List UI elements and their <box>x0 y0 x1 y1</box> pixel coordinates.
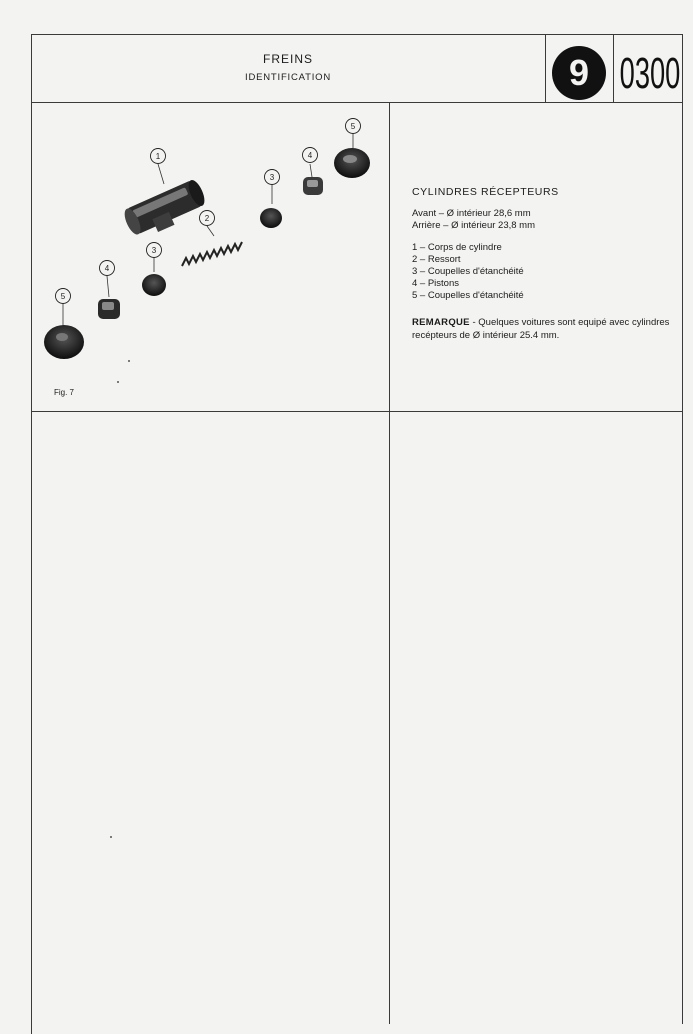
callout-4-right <box>303 148 318 163</box>
middle-rule <box>31 411 683 412</box>
spec-rear: Arrière – Ø intérieur 23,8 mm <box>412 220 536 231</box>
section-number: 9 <box>568 52 590 93</box>
svg-text:3: 3 <box>151 246 157 255</box>
header-bottom-rule <box>31 102 683 103</box>
part-list-item: 5 – Coupelles d'étanchéité <box>412 290 524 301</box>
part-list-item: 4 – Pistons <box>412 278 459 289</box>
part-3-right-cup <box>260 184 282 228</box>
part-list-item: 3 – Coupelles d'étanchéité <box>412 266 524 277</box>
part-1-cylinder-body <box>121 164 210 242</box>
svg-text:4: 4 <box>307 151 313 160</box>
part-list-item: 2 – Ressort <box>412 254 461 265</box>
svg-text:1: 1 <box>155 152 161 161</box>
cylinder-description <box>412 186 682 342</box>
scan-speck <box>128 360 130 362</box>
remark-label: REMARQUE <box>412 317 470 328</box>
header-divider-left <box>545 34 546 102</box>
part-4-left-piston <box>98 276 120 319</box>
part-5-right-cup <box>334 134 370 178</box>
svg-text:3: 3 <box>269 173 275 182</box>
page-number: 0300 <box>619 49 681 98</box>
svg-text:4: 4 <box>104 264 110 273</box>
callout-1 <box>151 149 166 164</box>
part-2-spring <box>182 226 242 266</box>
callout-3-left <box>147 243 162 258</box>
callout-5-right <box>346 119 361 134</box>
svg-text:5: 5 <box>350 122 356 131</box>
scan-speck <box>117 381 119 383</box>
figure-caption: Fig. 7 <box>54 388 75 397</box>
svg-text:5: 5 <box>60 292 66 301</box>
callout-3-right <box>265 170 280 185</box>
remark-note <box>412 316 682 342</box>
column-divider <box>389 102 390 1024</box>
callout-5-left <box>56 289 71 304</box>
section-heading: CYLINDRES RÉCEPTEURS <box>412 186 559 198</box>
callout-4-left <box>100 261 115 276</box>
exploded-parts-figure <box>32 104 388 410</box>
part-4-right-piston <box>303 164 323 195</box>
scan-speck <box>110 836 112 838</box>
part-list-item: 1 – Corps de cylindre <box>412 242 502 253</box>
remark-text: - Quelques voitures sont equipé avec cylindres recépteurs de Ø intérieur 25.4 mm. <box>412 317 670 341</box>
section-badge <box>552 46 606 100</box>
page-title: FREINS <box>262 52 313 66</box>
spec-front: Avant – Ø intérieur 28,6 mm <box>412 208 531 219</box>
part-5-left-cup <box>44 304 84 359</box>
svg-text:2: 2 <box>204 214 210 223</box>
part-3-left-cup <box>142 257 166 296</box>
page-subtitle: IDENTIFICATION <box>245 72 331 83</box>
callout-2 <box>200 211 215 226</box>
header-divider-right <box>613 34 614 102</box>
page-frame-right <box>682 34 683 1024</box>
